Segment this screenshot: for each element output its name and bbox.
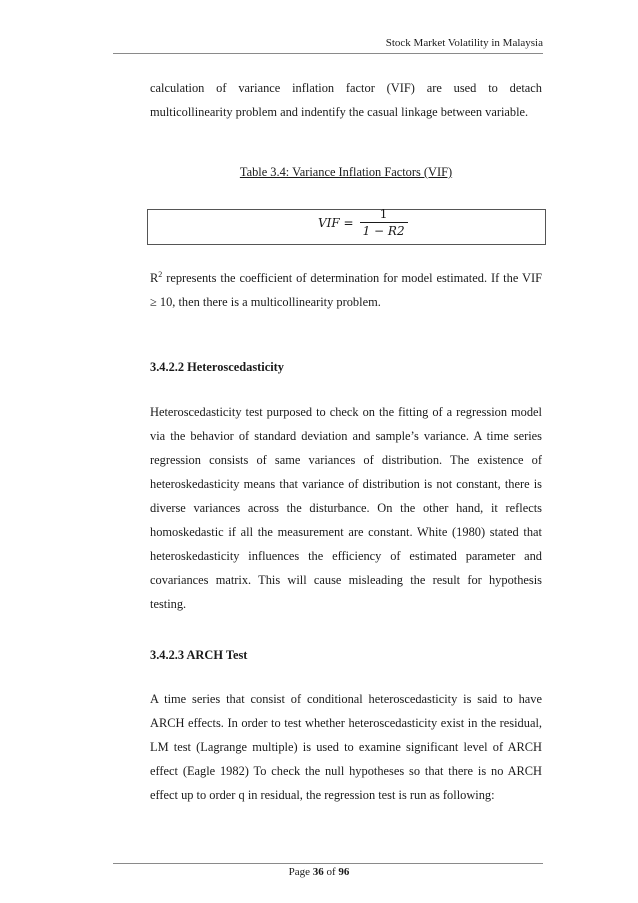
formula-fraction [360, 206, 408, 239]
r2-text: represents the coefficient of determination for model estimated. If the VIF ≥ 10, then there is a multicollinearity problem. [150, 271, 542, 309]
hetero-paragraph: Heteroscedasticity test purposed to check on the fitting of a regression model via the behavior of standard deviation and sample’s variance. A time series regression consists of same variances of distribution. The existence of heteroskedasticity means that variance of distribution is not constant, there is diverse variances across the disturbance. On the other hand, it reflects homoskedastic if all the measurement are constant. White (1980) stated that heteroskedasticity influences the efficiency of estimated parameter and covariances matrix. This will cause misleading the result for hypothesis testing. [150, 405, 542, 611]
r2-letter: R [150, 271, 159, 285]
intro-paragraph: calculation of variance inflation factor (VIF) are used to detach multicollinearity problem and indentify the casual linkage between variable. [150, 81, 542, 119]
formula-denominator: 1 − R2 [362, 224, 405, 238]
heading-heteroscedasticity: 3.4.2.2 Heteroscedasticity [150, 360, 284, 374]
running-header: Stock Market Volatility in Malaysia [385, 37, 543, 49]
footer-rule [113, 863, 543, 864]
hetero-paragraph-block [150, 400, 542, 616]
footer-of-word: of [326, 866, 336, 878]
header-rule [113, 53, 543, 54]
r2-paragraph [150, 266, 542, 314]
vif-formula [318, 206, 408, 239]
intro-paragraph-block [150, 76, 542, 124]
arch-paragraph: A time series that consist of conditional heteroscedasticity is said to have ARCH effects. In order to test whether heteroscedasticity exist in the residual, LM test (Lagrange multiple) is used to examine significant level of ARCH effect (Eagle 1982) To check the null hypotheses so that there is no ARCH effect up to order q in residual, the regression test is run as following: [150, 692, 542, 802]
r2-paragraph-block [150, 266, 542, 314]
r2-superscript: 2 [158, 269, 163, 279]
footer-total-pages: 96 [338, 866, 350, 878]
heading-arch-test: 3.4.2.3 ARCH Test [150, 648, 248, 662]
footer-page-number: 36 [312, 866, 324, 878]
footer-page-word: Page [288, 866, 310, 878]
page-footer [0, 866, 638, 878]
formula-numerator: 1 [379, 207, 388, 221]
table-caption: Table 3.4: Variance Inflation Factors (VIF) [239, 165, 453, 179]
formula-lhs: VIF = [318, 215, 354, 230]
arch-paragraph-block [150, 687, 542, 807]
